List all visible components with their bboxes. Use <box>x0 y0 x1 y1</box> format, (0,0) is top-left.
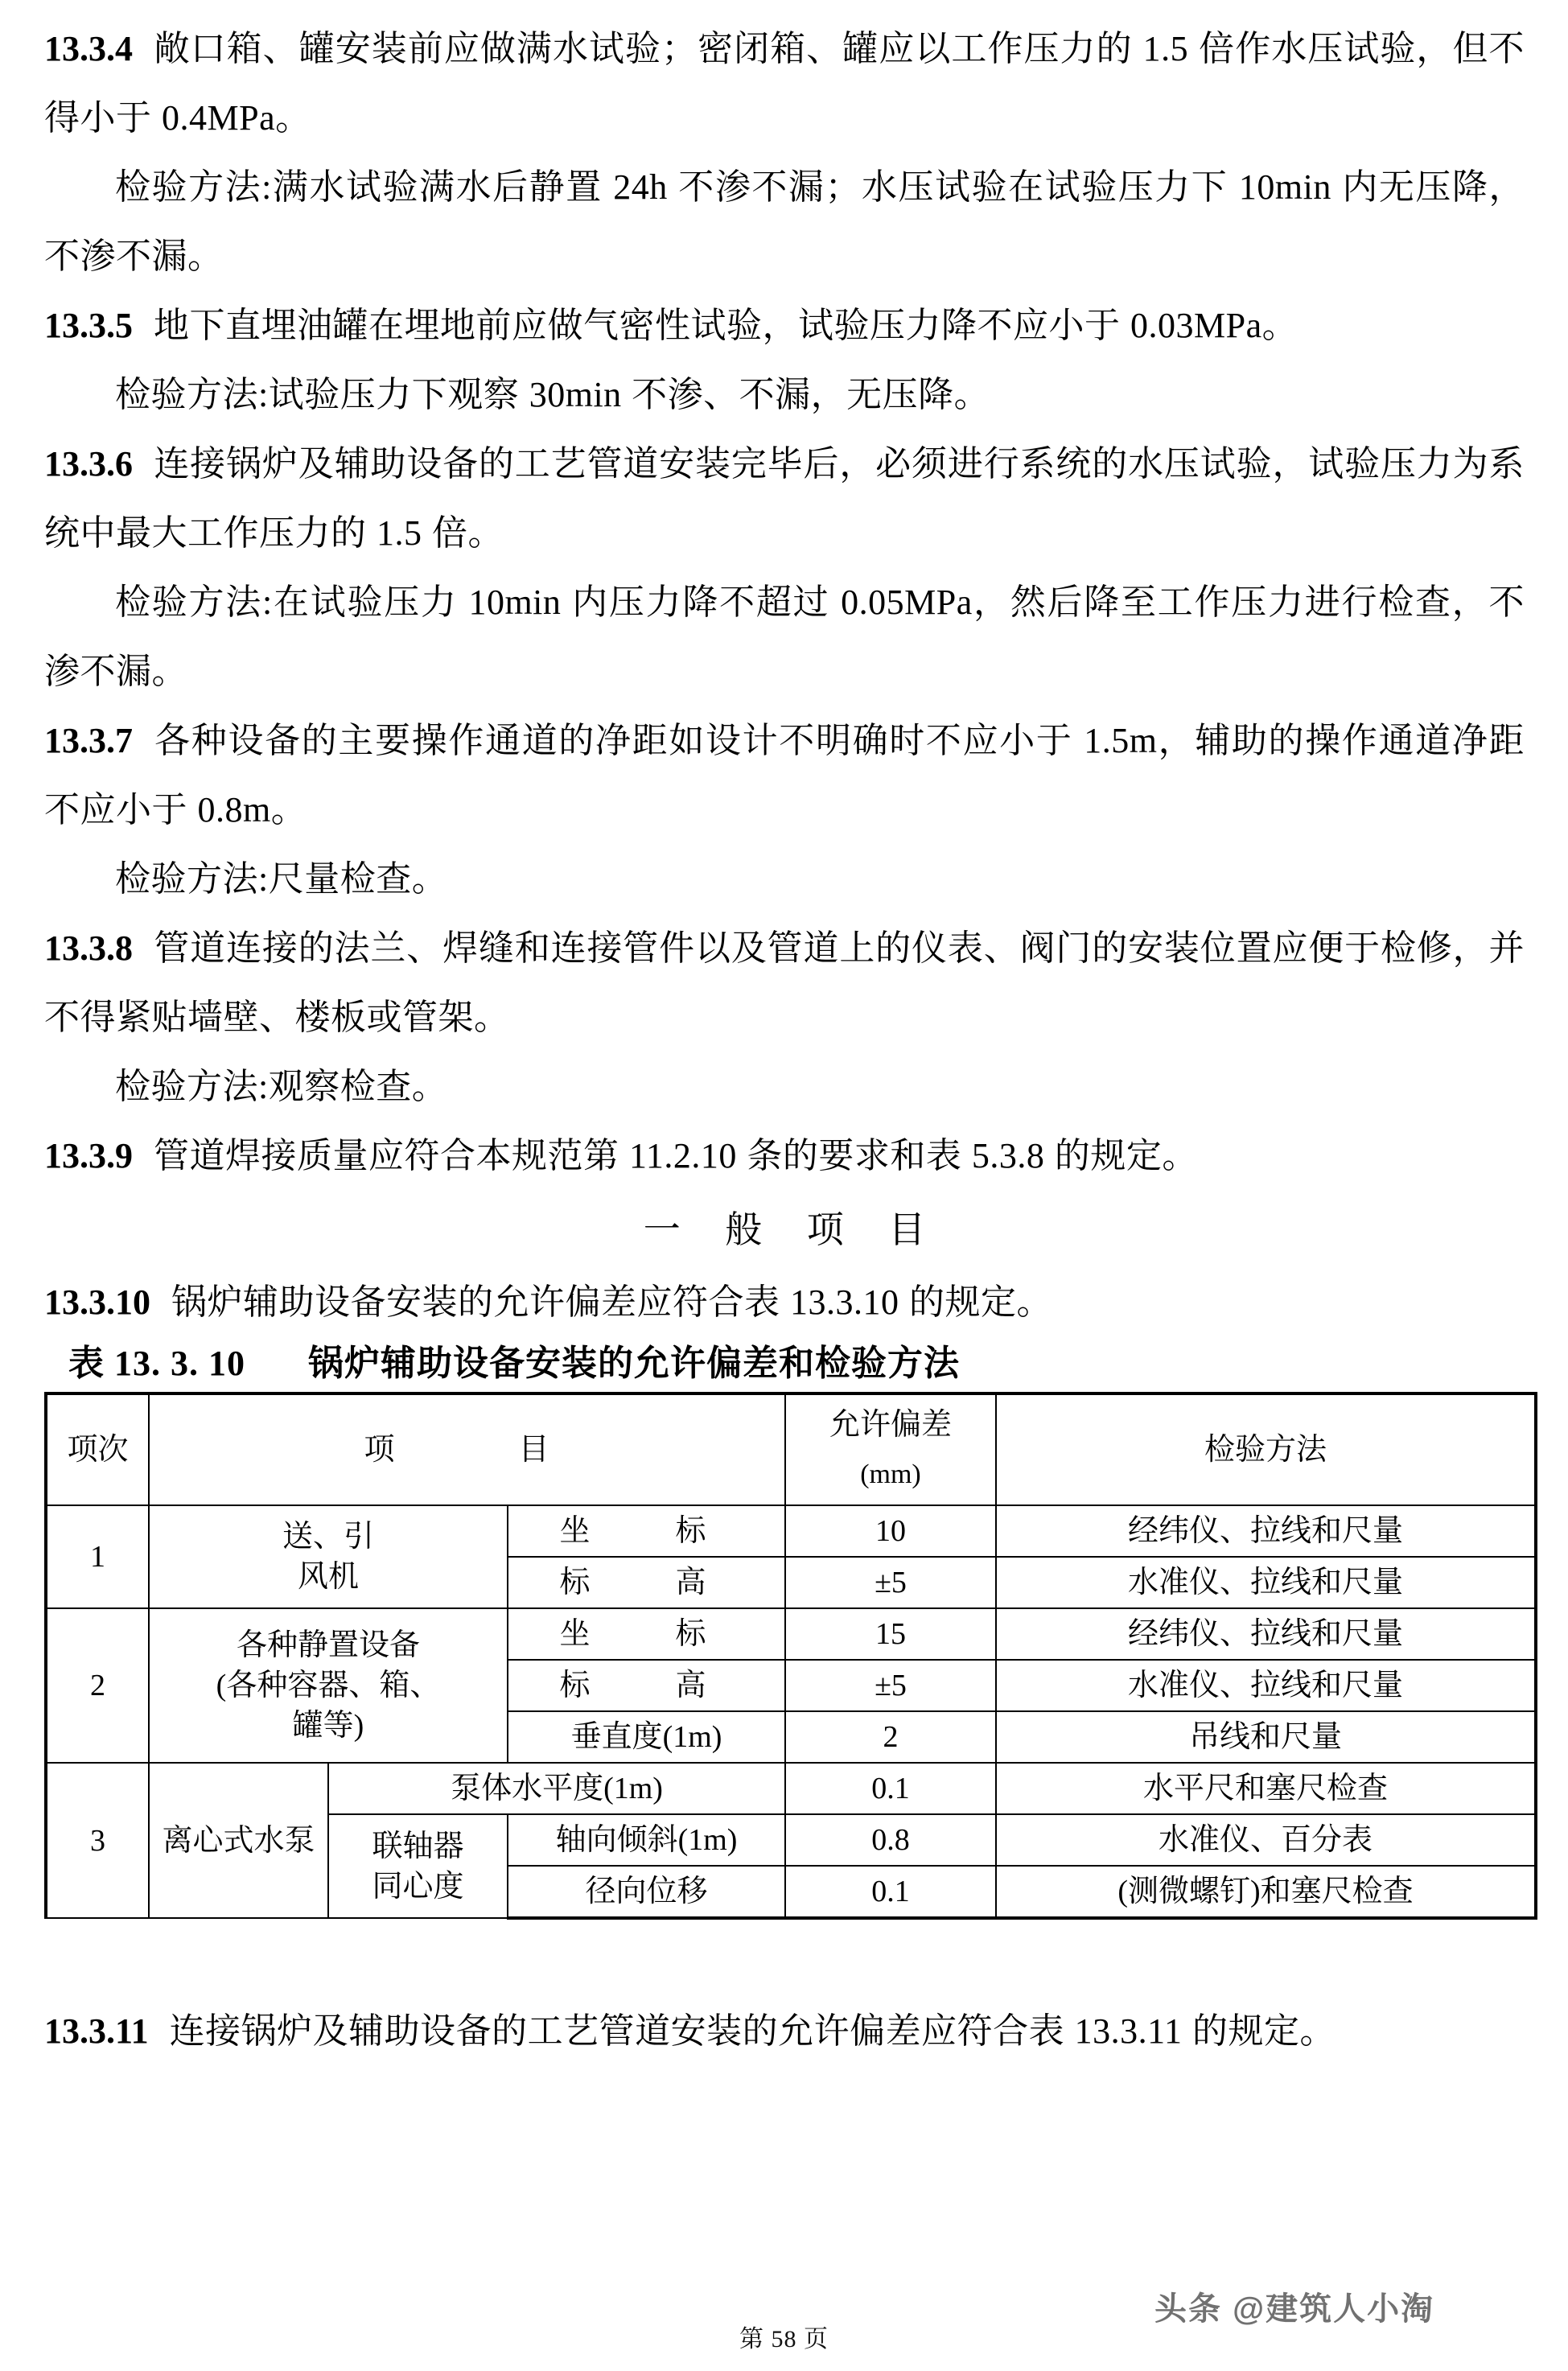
clause-text: 敞口箱、罐安装前应做满水试验；密闭箱、罐应以工作压力的 1.5 倍作水压试验，但不得小于 0.4MPa。 <box>44 29 1525 138</box>
inspection-method-text: 检验方法:在试验压力 10min 内压力降不超过 0.05MPa，然后降至工作压力进行检查，不渗不漏。 <box>44 582 1525 691</box>
method-value: 吊线和尺量 <box>996 1711 1536 1763</box>
paragraph-13-3-7-method <box>44 845 1525 914</box>
clause-text: 连接锅炉及辅助设备的工艺管道安装的允许偏差应符合表 13.3.11 的规定。 <box>169 2011 1335 2051</box>
tolerance-table <box>44 1392 1537 1920</box>
equipment-line: 送、引 <box>282 1520 374 1554</box>
method-value: 水准仪、拉线和尺量 <box>996 1660 1536 1711</box>
item-name: 径向位移 <box>508 1866 785 1918</box>
table-row <box>46 1763 1536 1814</box>
header-item-no: 项次 <box>46 1393 149 1505</box>
clause-number: 13.3.4 <box>44 29 133 68</box>
clause-number: 13.3.6 <box>44 444 133 484</box>
paragraph-13-3-9 <box>44 1122 1525 1191</box>
paragraph-13-3-4-method <box>44 153 1525 291</box>
item-name: 标 高 <box>508 1557 785 1608</box>
equipment-line: (各种容器、箱、 <box>216 1669 441 1702</box>
clause-text: 地下直埋油罐在埋地前应做气密性试验，试验压力降不应小于 0.03MPa。 <box>154 306 1298 345</box>
paragraph-13-3-11 <box>44 1997 1525 2066</box>
paragraph-13-3-10 <box>44 1268 1525 1337</box>
tolerance-value: 15 <box>785 1608 996 1660</box>
group-line: 联轴器 <box>372 1829 464 1863</box>
method-value: (测微螺钉)和塞尺检查 <box>996 1866 1536 1918</box>
item-name: 坐 标 <box>508 1608 785 1660</box>
inspection-method-text: 检验方法:观察检查。 <box>115 1067 448 1106</box>
row-no-2: 2 <box>46 1608 149 1763</box>
header-item: 项 目 <box>149 1393 785 1505</box>
document-content <box>44 14 1525 2066</box>
tolerance-value: ±5 <box>785 1660 996 1711</box>
tolerance-value: 0.1 <box>785 1866 996 1918</box>
tolerance-value: ±5 <box>785 1557 996 1608</box>
item-name: 垂直度(1m) <box>508 1711 785 1763</box>
item-name: 标 高 <box>508 1660 785 1711</box>
paragraph-13-3-4 <box>44 14 1525 153</box>
inspection-method-text: 检验方法:试验压力下观察 30min 不渗、不漏，无压降。 <box>115 375 990 414</box>
paragraph-13-3-8 <box>44 914 1525 1052</box>
page-number: 第 58 页 <box>739 2326 829 2352</box>
table-row <box>46 1505 1536 1557</box>
tolerance-value: 0.1 <box>785 1763 996 1814</box>
equipment-line: 风机 <box>297 1560 359 1594</box>
method-value: 经纬仪、拉线和尺量 <box>996 1505 1536 1557</box>
group-line: 同心度 <box>372 1869 464 1904</box>
table-row <box>46 1608 1536 1660</box>
item-name: 泵体水平度(1m) <box>328 1763 785 1814</box>
equipment-line: 各种静置设备 <box>236 1628 420 1662</box>
paragraph-13-3-6 <box>44 430 1525 568</box>
header-tolerance <box>785 1393 996 1505</box>
tolerance-value: 10 <box>785 1505 996 1557</box>
item-name: 坐 标 <box>508 1505 785 1557</box>
table-caption-title: 锅炉辅助设备安装的允许偏差和检验方法 <box>308 1344 960 1383</box>
equipment-line: 罐等) <box>292 1709 364 1743</box>
clause-number: 13.3.9 <box>44 1136 133 1175</box>
coupling-concentricity-group <box>328 1814 508 1918</box>
clause-number: 13.3.5 <box>44 306 133 345</box>
table-caption-label: 表 13. 3. 10 <box>68 1344 245 1383</box>
clause-text: 各种设备的主要操作通道的净距如设计不明确时不应小于 1.5m，辅助的操作通道净距不应小于 0.8m。 <box>44 721 1525 829</box>
row-no-1: 1 <box>46 1505 149 1608</box>
clause-text: 连接锅炉及辅助设备的工艺管道安装完毕后，必须进行系统的水压试验，试验压力为系统中最大工作压力的 1.5 倍。 <box>44 444 1525 553</box>
tolerance-value: 2 <box>785 1711 996 1763</box>
header-tolerance-unit: (mm) <box>860 1459 921 1489</box>
paragraph-13-3-8-method <box>44 1052 1525 1122</box>
equipment-name-2 <box>149 1608 508 1763</box>
clause-number: 13.3.8 <box>44 928 133 968</box>
clause-number: 13.3.11 <box>44 2011 149 2051</box>
item-name: 轴向倾斜(1m) <box>508 1814 785 1866</box>
method-value: 经纬仪、拉线和尺量 <box>996 1608 1536 1660</box>
section-heading-general-items: 一 般 项 目 <box>643 1209 944 1250</box>
table-caption <box>44 1339 1525 1389</box>
tolerance-value: 0.8 <box>785 1814 996 1866</box>
inspection-method-text: 检验方法:满水试验满水后静置 24h 不渗不漏；水压试验在试验压力下 10min 内无压降，不渗不漏。 <box>44 167 1525 276</box>
equipment-name-1 <box>149 1505 508 1608</box>
clause-text: 管道连接的法兰、焊缝和连接管件以及管道上的仪表、阀门的安装位置应便于检修，并不得紧贴墙壁、楼板或管架。 <box>44 928 1525 1037</box>
clause-text: 管道焊接质量应符合本规范第 11.2.10 条的要求和表 5.3.8 的规定。 <box>154 1136 1198 1175</box>
paragraph-13-3-5 <box>44 291 1525 360</box>
header-tolerance-label: 允许偏差 <box>829 1408 952 1442</box>
equipment-name-3: 离心式水泵 <box>149 1763 328 1918</box>
clause-text: 锅炉辅助设备安装的允许偏差应符合表 13.3.10 的规定。 <box>171 1282 1052 1322</box>
method-value: 水准仪、拉线和尺量 <box>996 1557 1536 1608</box>
paragraph-13-3-7 <box>44 706 1525 845</box>
header-method: 检验方法 <box>996 1393 1536 1505</box>
paragraph-13-3-5-method <box>44 360 1525 430</box>
method-value: 水准仪、百分表 <box>996 1814 1536 1866</box>
row-no-3: 3 <box>46 1763 149 1918</box>
inspection-method-text: 检验方法:尺量检查。 <box>115 859 448 899</box>
paragraph-13-3-6-method <box>44 568 1525 706</box>
clause-number: 13.3.10 <box>44 1282 150 1322</box>
table-header-row <box>46 1393 1536 1505</box>
method-value: 水平尺和塞尺检查 <box>996 1763 1536 1814</box>
clause-number: 13.3.7 <box>44 721 133 760</box>
watermark: 头条 @建筑人小淘 <box>1154 2291 1435 2327</box>
